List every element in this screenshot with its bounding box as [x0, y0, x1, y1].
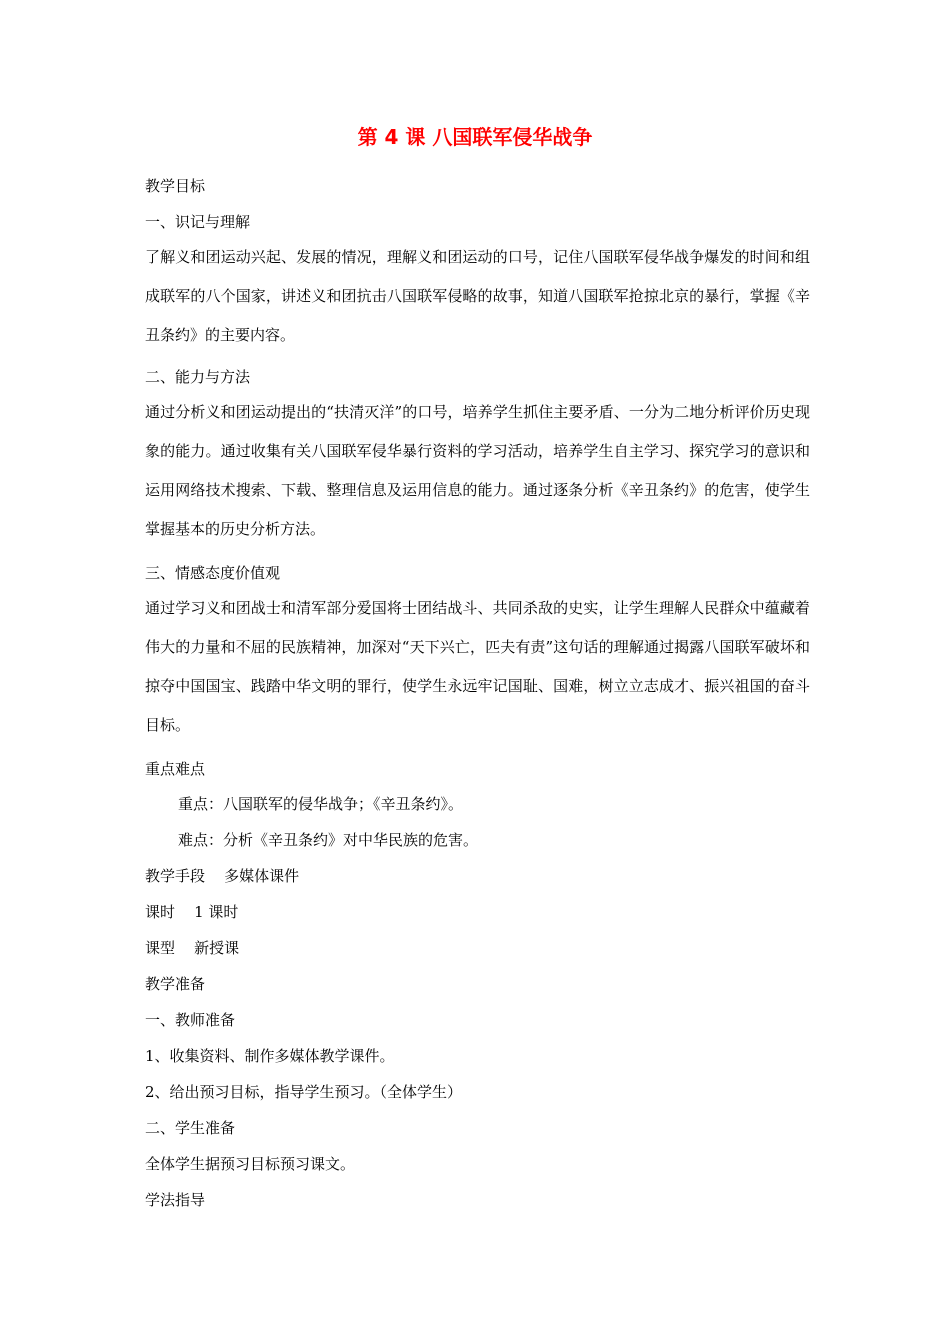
goal2-text: 通过分析义和团运动提出的“扶清灭洋”的口号，培养学生抓住主要矛盾、一分为二地分析评价历史现象的能力。通过收集有关八国联军侵华暴行资料的学习活动，培养学生自主学习、探究学习的意识和运用网络技术搜索、下载、整理信息及运用信息的能力。通过逐条分析《辛丑条约》的危害，使学生掌握基本的历史分析方法。 — [145, 403, 810, 538]
lesson-title: 第 4 课 八国联军侵华战争 — [357, 125, 593, 149]
teacher-prep-item-1: 1、收集资料、制作多媒体教学课件。 — [145, 1047, 395, 1065]
goal1-heading: 一、识记与理解 — [145, 213, 251, 231]
key-point: 重点：八国联军的侵华战争；《辛丑条约》。 — [178, 795, 464, 813]
goal1-text: 了解义和团运动兴起、发展的情况，理解义和团运动的口号，记住八国联军侵华战争爆发的时间和组成联军的八个国家，讲述义和团抗击八国联军侵略的故事，知道八国联军抢掠北京的暴行，掌握《辛丑条约》的主要内容。 — [145, 248, 810, 344]
difficult-point: 难点：分析《辛丑条约》对中华民族的危害。 — [178, 831, 479, 849]
class-type: 课型 新授课 — [145, 939, 240, 957]
teaching-means: 教学手段 多媒体课件 — [145, 867, 300, 885]
study-guidance-heading: 学法指导 — [145, 1191, 206, 1209]
class-hours: 课时 1 课时 — [145, 903, 239, 921]
student-prep-text: 全体学生据预习目标预习课文。 — [145, 1155, 356, 1173]
student-prep-heading: 二、学生准备 — [145, 1119, 236, 1137]
goal3-text: 通过学习义和团战士和清军部分爱国将士团结战斗、共同杀敌的史实，让学生理解人民群众中蕴藏着伟大的力量和不屈的民族精神，加深对“天下兴亡，匹夫有责”这句话的理解通过揭露八国联军破坏和掠夺中国国宝、践踏中华文明的罪行，使学生永远牢记国耻、国难，树立立志成才、振兴祖国的奋斗目标。 — [145, 599, 810, 734]
teaching-prep-heading: 教学准备 — [145, 975, 206, 993]
teacher-prep-item-2: 2、给出预习目标，指导学生预习。（全体学生） — [145, 1083, 463, 1101]
teaching-goals-heading: 教学目标 — [145, 177, 206, 195]
teacher-prep-heading: 一、教师准备 — [145, 1011, 236, 1029]
goal2-heading: 二、能力与方法 — [145, 368, 251, 386]
goal3-heading: 三、情感态度价值观 — [145, 564, 281, 582]
key-points-heading: 重点难点 — [145, 760, 206, 778]
